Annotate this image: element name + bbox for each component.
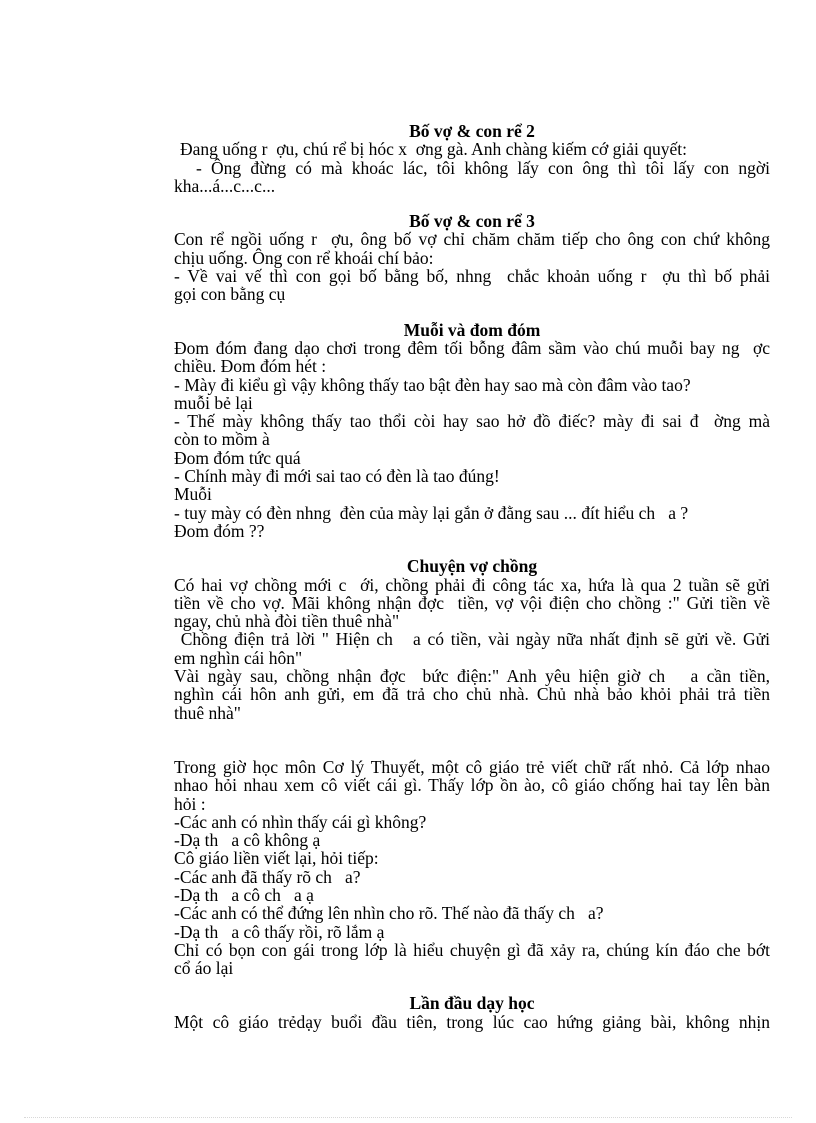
text-line: Đom đóm ?? <box>174 520 265 541</box>
text-line: chiều. Đom đóm hét : <box>174 356 327 377</box>
text-line: Chỉ có bọn con gái trong lớp là hiểu chuyện gì đã xảy ra, chúng kín đáo che bớt <box>174 939 770 960</box>
text-line: Chồng điện trả lời " Hiện ch a có tiền, vài ngày nữa nhất định sẽ gửi về. Gửi <box>174 629 770 650</box>
text-line: -Các anh đã thấy rõ ch a? <box>174 866 361 887</box>
story-title: Bố vợ & con rể 2 <box>409 121 535 141</box>
text-line: - Về vai vế thì con gọi bố bằng bố, nhng chắc khoản uống r ợu thì bố phải <box>174 266 770 287</box>
text-line: Vài ngày sau, chồng nhận đợc bức điện:" Anh yêu hiện giờ ch a cần tiền, <box>174 666 770 687</box>
text-line: hỏi : <box>174 793 206 814</box>
text-line: Đang uống r ợu, chú rể bị hóc x ơng gà. Anh chàng kiếm cớ giải quyết: <box>180 139 687 160</box>
text-line: Đom đóm đang dạo chơi trong đêm tối bỗng đâm sầm vào chú muỗi bay ng ợc <box>174 337 770 358</box>
text-line: -Các anh có thể đứng lên nhìn cho rõ. Thế nào đã thấy ch a? <box>174 903 604 924</box>
text-line: Một cô giáo trẻdạy buổi đầu tiên, trong lúc cao hứng giảng bài, không nhịn <box>174 1011 770 1032</box>
text-line: Trong giờ học môn Cơ lý Thuyết, một cô giáo trẻ viết chữ rất nhỏ. Cả lớp nhao <box>174 756 770 777</box>
text-line: còn to mồm à <box>174 429 270 450</box>
text-line: Cô giáo liền viết lại, hỏi tiếp: <box>174 848 379 869</box>
text-line: thuê nhà" <box>174 702 241 723</box>
text-line: - Chính mày đi mới sai tao có đèn là tao đúng! <box>174 466 500 487</box>
text-line: Muỗi <box>174 484 212 505</box>
page-bottom-divider <box>24 1117 792 1118</box>
text-line: - Ông đừng có mà khoác lác, tôi không lấy con ông thì tôi lấy con ngời <box>196 157 770 178</box>
text-line: -Dạ th a cô ch a ạ <box>174 884 314 905</box>
text-line: Đom đóm tức quá <box>174 447 301 468</box>
text-line: gọi con bằng cụ <box>174 284 286 305</box>
story-title: Muỗi và đom đóm <box>403 319 541 340</box>
document-page <box>174 122 770 1031</box>
text-line: chịu uống. Ông con rể khoái chí bảo: <box>174 247 434 268</box>
text-line: muỗi bẻ lại <box>174 392 253 413</box>
text-line: nghìn cái hôn anh gửi, em đã trả cho chủ nhà. Chủ nhà bảo khỏi phải trả tiền <box>174 684 770 705</box>
text-line: - Thế mày không thấy tao thổi còi hay sao hở đồ điếc? mày đi sai đ ờng mà <box>174 411 770 432</box>
text-line: em nghìn cái hôn" <box>174 647 303 668</box>
text-line: - Mày đi kiểu gì vậy không thấy tao bật đèn hay sao mà còn đâm vào tao? <box>174 374 691 395</box>
text-line: -Dạ th a cô không ạ <box>174 830 321 851</box>
story-title: Lần đầu dạy học <box>409 993 535 1014</box>
text-line: kha...á...c...c... <box>174 175 276 196</box>
story-title: Chuyện vợ chồng <box>406 556 538 577</box>
text-line: -Các anh có nhìn thấy cái gì không? <box>174 811 427 832</box>
text-line: Con rể ngồi uống r ợu, ông bố vợ chỉ chăm chăm tiếp cho ông con chứ không <box>174 229 770 250</box>
text-line: ngay, chủ nhà đòi tiền thuê nhà" <box>174 611 400 632</box>
text-line: - tuy mày có đèn nhng đèn của mày lại gắn ở đằng sau ... đít hiểu ch a ? <box>174 502 689 523</box>
text-line: tiền về cho vợ. Mãi không nhận đợc tiền, vợ vội điện cho chồng :" Gửi tiền về <box>174 592 770 613</box>
text-line: Có hai vợ chồng mới c ới, chồng phải đi công tác xa, hứa là qua 2 tuần sẽ gửi <box>174 574 770 595</box>
story-title: Bố vợ & con rể 3 <box>409 211 535 232</box>
text-line: cổ áo lại <box>174 958 234 979</box>
text-line: -Dạ th a cô thấy rồi, rõ lắm ạ <box>174 921 385 942</box>
text-line: nhao hỏi nhau xem cô viết cái gì. Thấy lớp ồn ào, cô giáo chống hai tay lên bàn <box>174 775 770 796</box>
